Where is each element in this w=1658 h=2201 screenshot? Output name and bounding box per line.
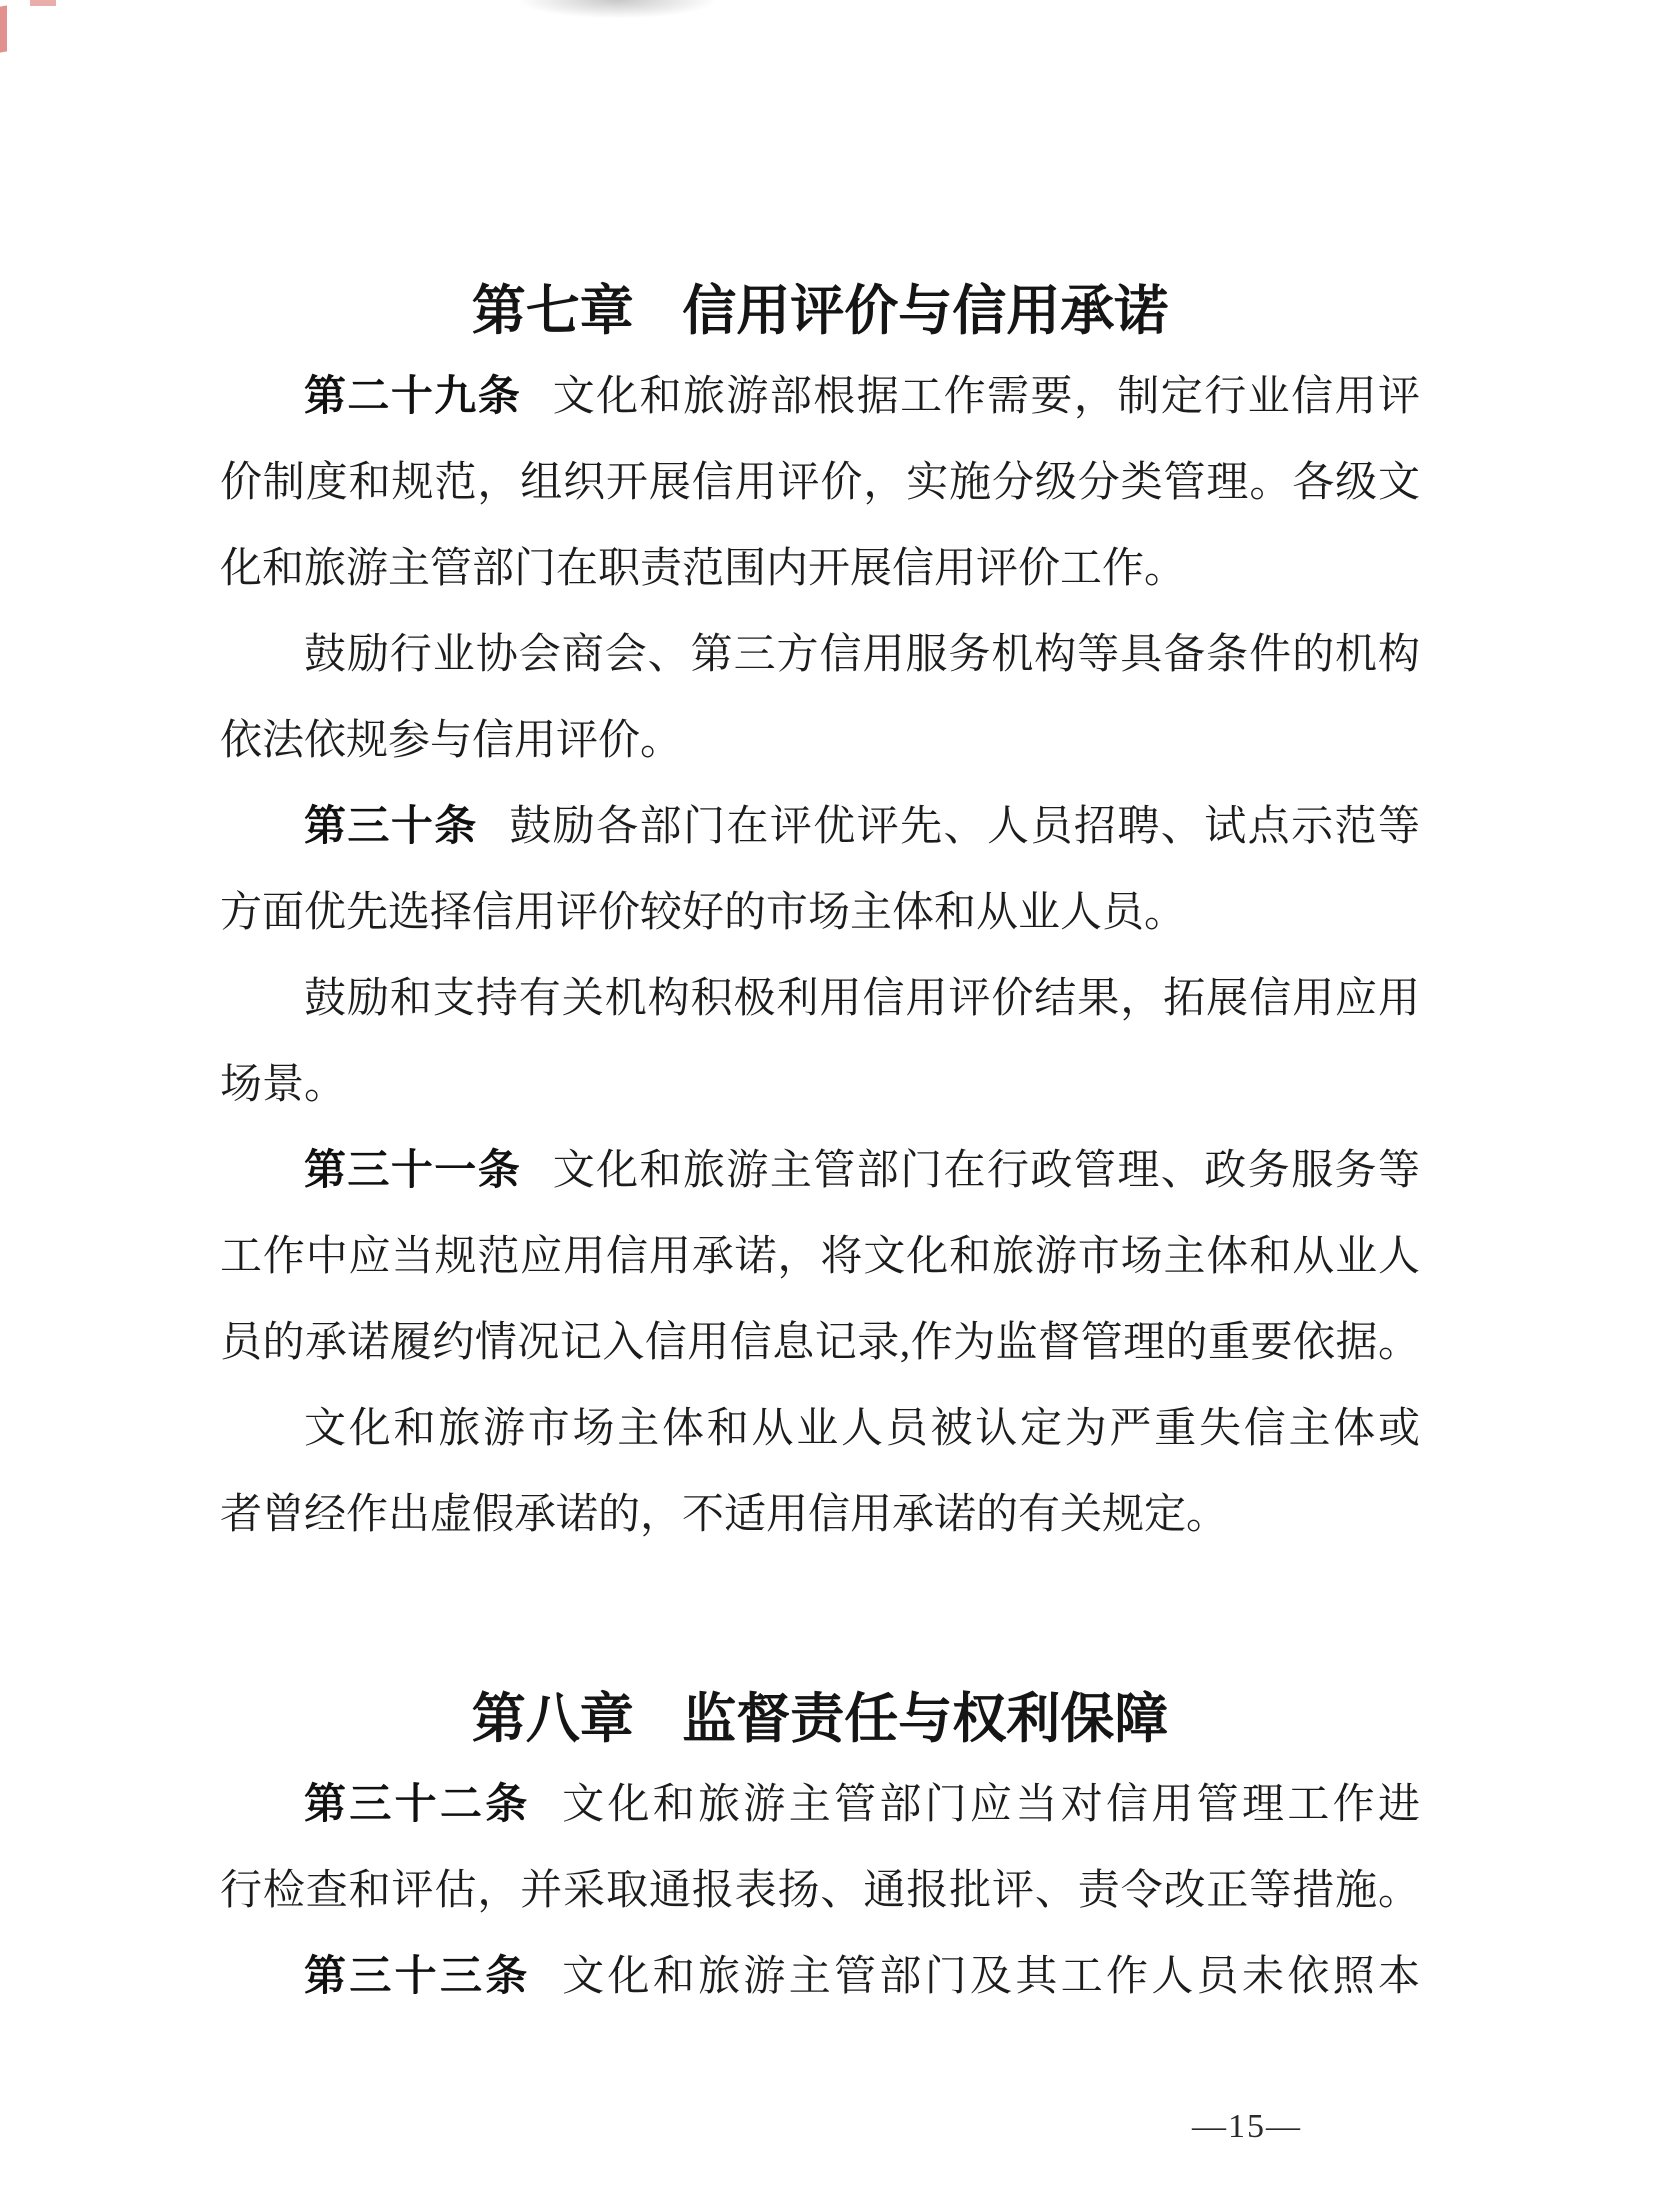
document-content [220, 268, 1420, 2020]
text-line: 文化和旅游市场主体和从业人员被认定为严重失信主体或 [304, 1406, 1420, 1452]
text-line: 文化和旅游部根据工作需要，制定行业信用评 [552, 374, 1420, 420]
text-line: 鼓励行业协会商会、第三方信用服务机构等具备条件的机构 [304, 632, 1420, 678]
article-29-para-2-line-1 [220, 612, 1420, 698]
article-30-line-1 [220, 784, 1420, 870]
article-31-para-2-line-1 [220, 1386, 1420, 1472]
scan-red-mark-artifact [30, 0, 56, 6]
article-30-line-2 [220, 870, 1420, 956]
article-31-para-2-line-2 [220, 1472, 1420, 1558]
article-31-line-3 [220, 1300, 1420, 1386]
scan-smudge-artifact [520, 0, 715, 18]
article-33-line-1 [220, 1934, 1420, 2020]
text-line: 鼓励各部门在评优评先、人员招聘、试点示范等 [509, 804, 1420, 850]
article-30-para-2-line-2 [220, 1042, 1420, 1128]
article-32-line-1 [220, 1762, 1420, 1848]
text-line: 行检查和评估，并采取通报表扬、通报批评、责令改正等措施。 [220, 1868, 1420, 1914]
article-number-label: 第三十二条 [304, 1782, 531, 1828]
text-line: 文化和旅游主管部门应当对信用管理工作进 [562, 1782, 1420, 1828]
page-number: —15— [1192, 2108, 1302, 2145]
article-29-para-2-line-2 [220, 698, 1420, 784]
article-31-line-2 [220, 1214, 1420, 1300]
chapter-8-heading [220, 1676, 1420, 1762]
article-30-para-2-line-1 [220, 956, 1420, 1042]
article-number-label: 第三十条 [304, 804, 478, 850]
chapter-number-label: 第八章 [471, 1689, 634, 1749]
chapter-number-label: 第七章 [471, 281, 634, 341]
article-32-line-2 [220, 1848, 1420, 1934]
article-29-line-1 [220, 354, 1420, 440]
section-spacer [220, 1558, 1420, 1676]
article-29-line-3 [220, 526, 1420, 612]
text-line: 依法依规参与信用评价。 [220, 718, 683, 764]
text-line: 员的承诺履约情况记入信用信息记录,作为监督管理的重要依据。 [220, 1320, 1420, 1366]
text-line: 方面优先选择信用评价较好的市场主体和从业人员。 [220, 890, 1187, 936]
article-number-label: 第二十九条 [304, 374, 522, 420]
text-line: 文化和旅游主管部门在行政管理、政务服务等 [552, 1148, 1420, 1194]
chapter-title: 监督责任与权利保障 [682, 1689, 1169, 1749]
text-line: 场景。 [220, 1062, 347, 1108]
text-line: 价制度和规范，组织开展信用评价，实施分级分类管理。各级文 [220, 460, 1420, 506]
article-number-label: 第三十一条 [304, 1148, 522, 1194]
text-line: 工作中应当规范应用信用承诺，将文化和旅游市场主体和从业人 [220, 1234, 1420, 1280]
text-line: 鼓励和支持有关机构积极利用信用评价结果，拓展信用应用 [304, 976, 1420, 1022]
scan-red-mark-artifact [0, 5, 7, 52]
article-number-label: 第三十三条 [304, 1954, 531, 2000]
article-31-line-1 [220, 1128, 1420, 1214]
chapter-title: 信用评价与信用承诺 [682, 281, 1169, 341]
article-29-line-2 [220, 440, 1420, 526]
text-line: 化和旅游主管部门在职责范围内开展信用评价工作。 [220, 546, 1187, 592]
text-line: 者曾经作出虚假承诺的，不适用信用承诺的有关规定。 [220, 1492, 1229, 1538]
chapter-7-heading [220, 268, 1420, 354]
text-line: 文化和旅游主管部门及其工作人员未依照本 [562, 1954, 1420, 2000]
